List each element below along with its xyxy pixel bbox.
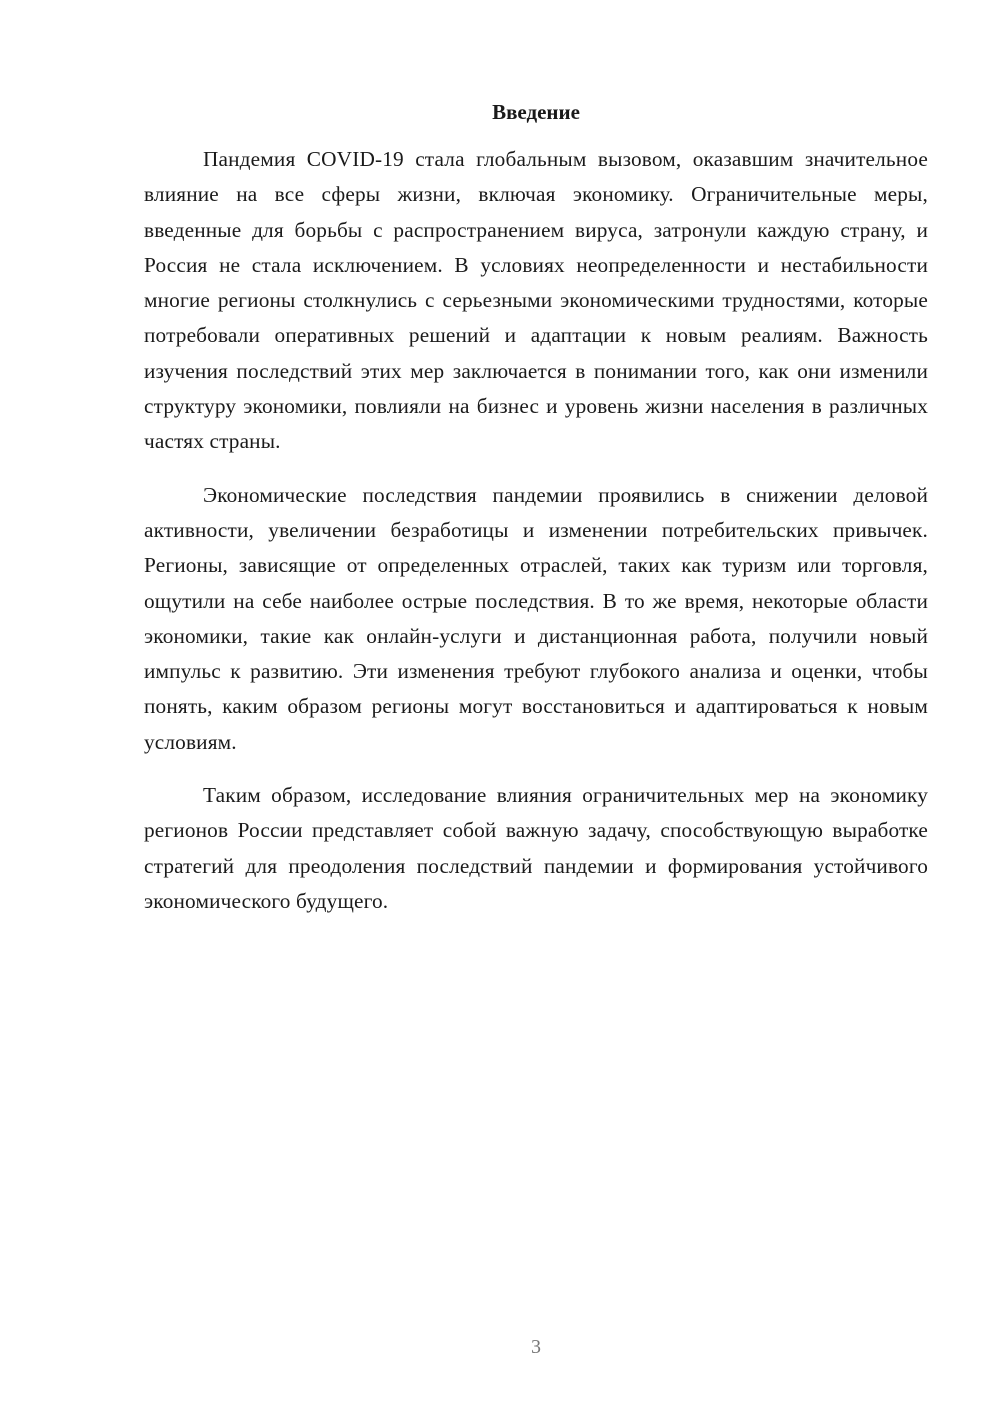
section-heading: Введение <box>492 100 580 124</box>
paragraph-conclusion: Таким образом, исследование влияния ограничительных мер на экономику регионов России представляет собой важную задачу, способствующую выработке стратегий для преодоления последствий пандемии и формирования устойчивого экономического будущего. <box>144 783 928 913</box>
paragraph-intro: Пандемия COVID-19 стала глобальным вызовом, оказавшим значительное влияние на все сферы жизни, включая экономику. Ограничительные меры, введенные для борьбы с распространением вируса, затронули каждую страну, и Россия не стала исключением. В условиях неопределенности и нестабильности многие регионы столкнулись с серьезными экономическими трудностями, которые потребовали оперативных решений и адаптации к новым реалиям. Важность изучения последствий этих мер заключается в понимании того, как они изменили структуру экономики, повлияли на бизнес и уровень жизни населения в различных частях страны. <box>144 147 928 454</box>
page-number: 3 <box>531 1336 541 1358</box>
paragraph-economic-consequences: Экономические последствия пандемии проявились в снижении деловой активности, увеличении безработицы и изменении потребительских привычек. Регионы, зависящие от определенных отраслей, таких как туризм или торговля, ощутили на себе наиболее острые последствия. В то же время, некоторые области экономики, такие как онлайн-услуги и дистанционная работа, получили новый импульс к развитию. Эти изменения требуют глубокого анализа и оценки, чтобы понять, каким образом регионы могут восстановиться и адаптироваться к новым условиям. <box>144 482 928 754</box>
body-text <box>144 142 928 937</box>
